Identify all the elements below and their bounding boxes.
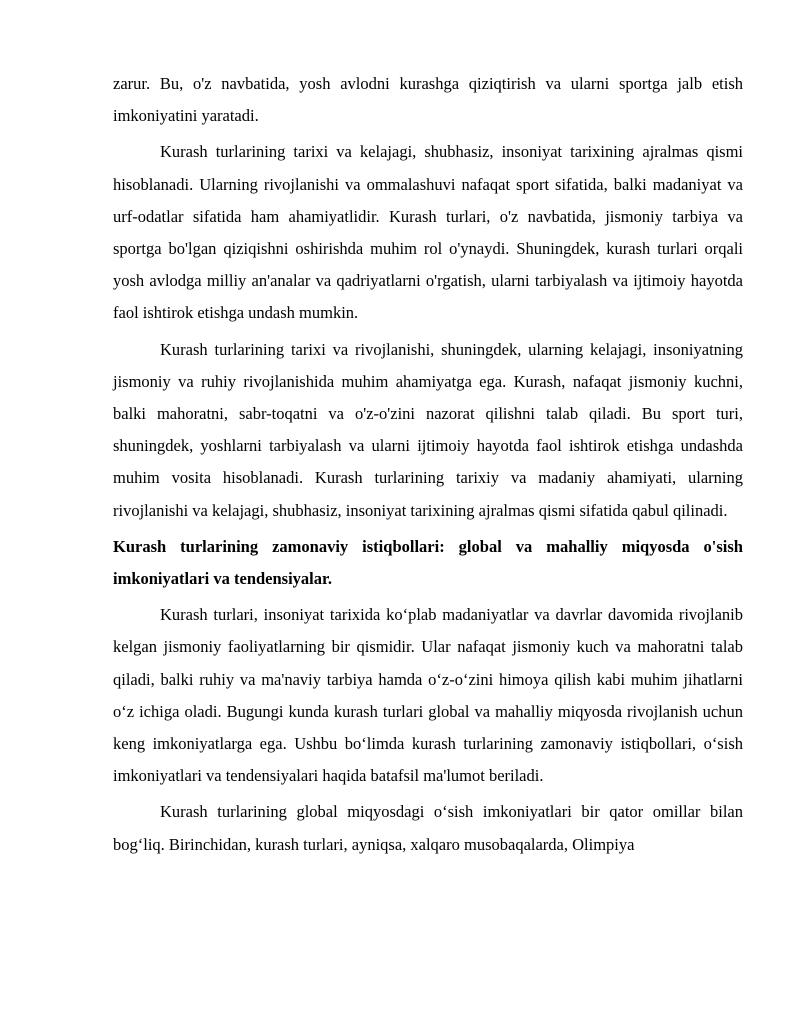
- section-heading: Kurash turlarining zamonaviy istiqbollari: global va mahalliy miqyosda o'sish imkoniyatlari va tendensiyalar.: [113, 536, 743, 589]
- paragraph-global-growth: Kurash turlarining global miqyosdagi o‘sish imkoniyatlari bir qator omillar bilan bog‘liq. Birinchidan, kurash turlari, ayniqsa, xalqaro musobaqalarda, Olimpiya: [113, 802, 743, 854]
- paragraph-modern-prospects: Kurash turlari, insoniyat tarixida ko‘plab madaniyatlar va davrlar davomida rivojlanib kelgan jismoniy faoliyatlarning bir qismidir. Ular nafaqat jismoniy kuch va mahoratni talab qiladi, balki ruhiy va ma'naviy tarbiya hamda o‘z-o‘zini himoya qilish kabi muhim jihatlarni o‘z ichiga oladi. Bugungi kunda kurash turlari global va mahalliy miqyosda rivojlanish uchun keng imkoniyatlarga ega. Ushbu bo‘limda kurash turlarining zamonaviy istiqbollari, o‘sish imkoniyatlari va tendensiyalari haqida batafsil ma'lumot beriladi.: [113, 605, 743, 786]
- paragraph-history-development: Kurash turlarining tarixi va rivojlanishi, shuningdek, ularning kelajagi, insoniyatning jismoniy va ruhiy rivojlanishida muhim ahamiyatga ega. Kurash, nafaqat jismoniy kuchni, balki mahoratni, sabr-toqatni va o'z-o'zini nazorat qilishni talab qiladi. Bu sport turi, shuningdek, yoshlarni tarbiyalash va ularni ijtimoiy hayotda faol ishtirok etishga undashda muhim vosita hisoblanadi. Kurash turlarining tarixiy va madaniy ahamiyati, ularning rivojlanishi va kelajagi, shubhasiz, insoniyat tarixining ajralmas qismi sifatida qabul qilinadi.: [113, 339, 743, 520]
- document-page: [113, 68, 743, 865]
- paragraph-history-future: Kurash turlarining tarixi va kelajagi, shubhasiz, insoniyat tarixining ajralmas qismi hisoblanadi. Ularning rivojlanishi va ommalashuvi nafaqat sport sifatida, balki madaniyat va urf-odatlar sifatida ham ahamiyatlidir. Kurash turlari, o'z navbatida, jismoniy tarbiya va sportga bo'lgan qiziqishni oshirishda muhim rol o'ynaydi. Shuningdek, kurash turlari orqali yosh avlodga milliy an'analar va qadriyatlarni o'rgatish, ularni tarbiyalash va ijtimoiy hayotda faol ishtirok etishga undash mumkin.: [113, 142, 743, 323]
- paragraph-continuation: zarur. Bu, o'z navbatida, yosh avlodni kurashga qiziqtirish va ularni sportga jalb etish imkoniyatini yaratadi.: [113, 74, 743, 126]
